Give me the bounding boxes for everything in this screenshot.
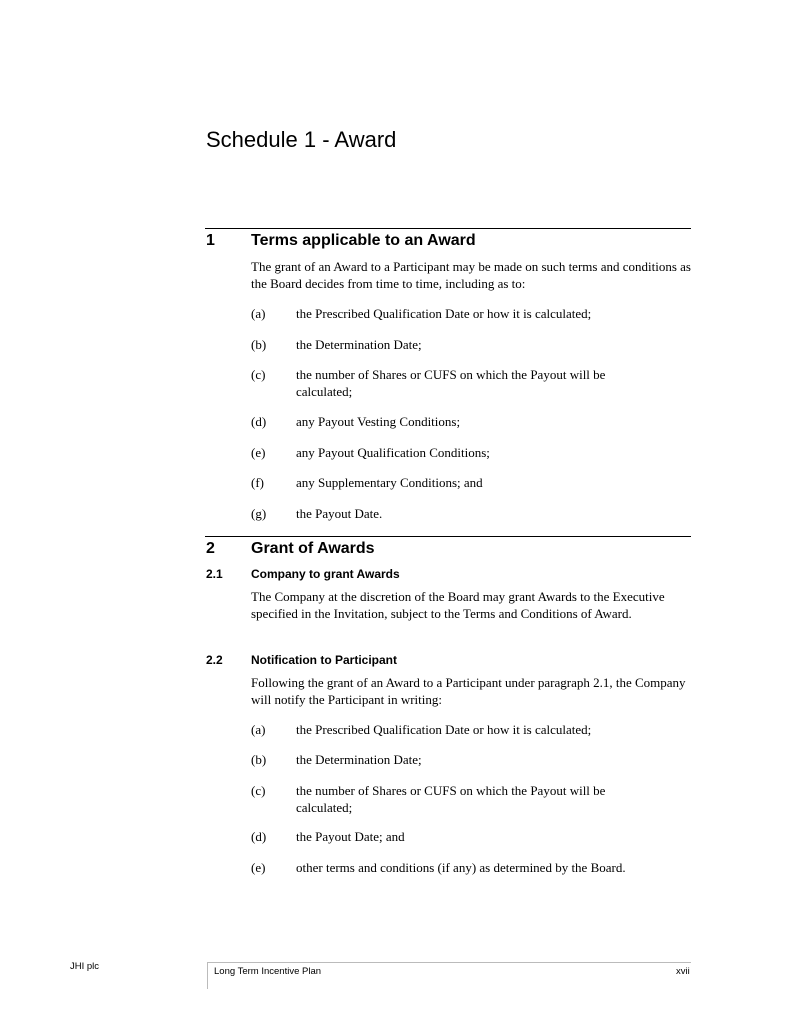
item-text: any Supplementary Conditions; and [296, 475, 483, 490]
section-1-divider [205, 228, 691, 229]
section-1-intro: The grant of an Award to a Participant may be made on such terms and conditions as the Board decides from time to time, including as to: [251, 259, 691, 291]
section-1-number: 1 [206, 232, 215, 249]
footer-divider [207, 962, 691, 963]
item-label: (a) [251, 306, 266, 321]
item-text: any Payout Vesting Conditions; [296, 414, 461, 429]
subsection-2-1-text: The Company at the discretion of the Board may grant Awards to the Executive specified in the Invitation, subject to the Terms and Conditions of Award. [251, 589, 665, 621]
item-text: the Payout Date. [296, 506, 383, 521]
item-label: (e) [251, 860, 266, 875]
item-text: the number of Shares or CUFS on which the Payout will be calculated; [296, 367, 606, 399]
section-1-heading: Terms applicable to an Award [251, 232, 476, 249]
item-label: (e) [251, 445, 266, 460]
item-text: the Determination Date; [296, 752, 422, 767]
subsection-2-2-intro: Following the grant of an Award to a Participant under paragraph 2.1, the Company will notify the Participant in writing: [251, 675, 686, 707]
subsection-2-2-heading: Notification to Participant [251, 653, 398, 667]
item-text: the Prescribed Qualification Date or how it is calculated; [296, 306, 592, 321]
footer-page-number: xvii [676, 966, 690, 977]
item-text: the Prescribed Qualification Date or how it is calculated; [296, 722, 592, 737]
section-2-heading: Grant of Awards [251, 540, 375, 557]
item-label: (d) [251, 829, 267, 844]
item-label: (c) [251, 783, 266, 798]
item-text: the Determination Date; [296, 337, 422, 352]
subsection-2-2-number: 2.2 [206, 653, 223, 667]
item-label: (b) [251, 337, 267, 352]
item-text: any Payout Qualification Conditions; [296, 445, 490, 460]
item-label: (g) [251, 506, 267, 521]
item-label: (b) [251, 752, 267, 767]
footer-document-title: Long Term Incentive Plan [214, 966, 322, 977]
schedule-title: Schedule 1 - Award [206, 127, 397, 152]
item-label: (a) [251, 722, 266, 737]
item-label: (f) [251, 475, 264, 490]
item-text: the Payout Date; and [296, 829, 405, 844]
item-text: the number of Shares or CUFS on which the Payout will be calculated; [296, 783, 606, 815]
subsection-2-1-heading: Company to grant Awards [251, 567, 400, 581]
item-label: (c) [251, 367, 266, 382]
item-label: (d) [251, 414, 267, 429]
item-text: other terms and conditions (if any) as determined by the Board. [296, 860, 626, 875]
section-2-number: 2 [206, 540, 215, 557]
subsection-2-1-number: 2.1 [206, 567, 223, 581]
section-2-divider [205, 536, 691, 537]
footer-side-divider [207, 962, 208, 989]
footer-organization: JHI plc [70, 961, 100, 972]
